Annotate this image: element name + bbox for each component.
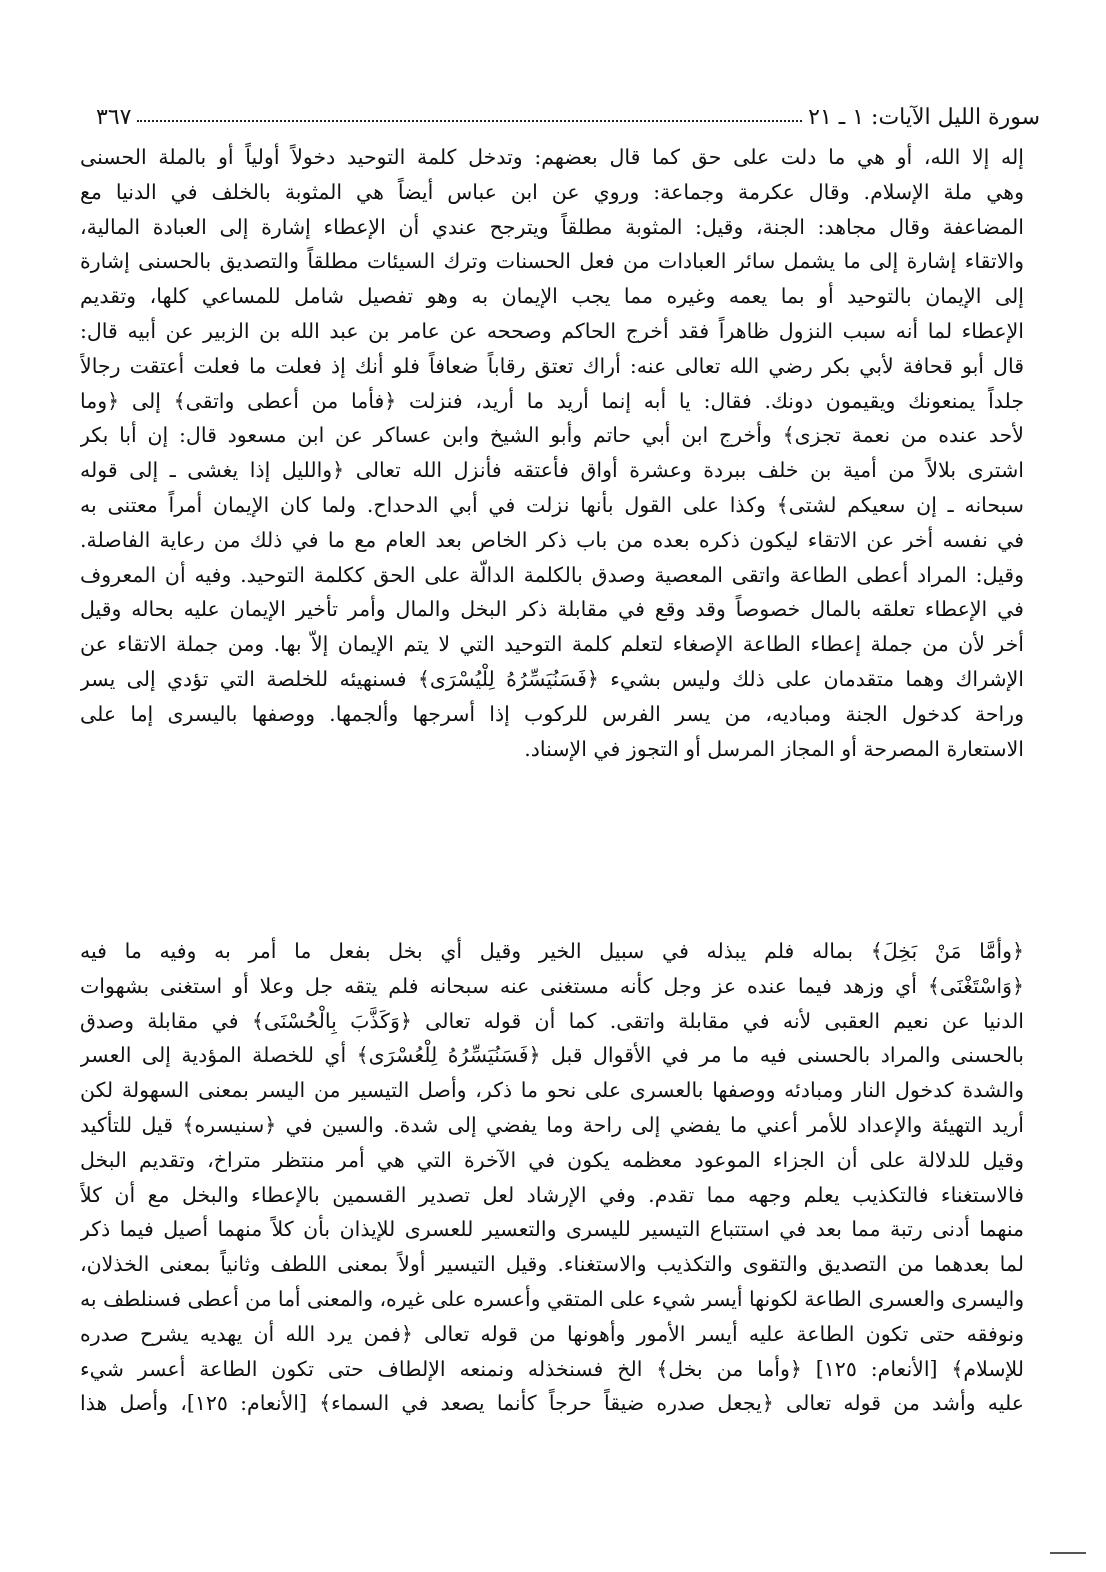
paragraph-1 <box>80 140 1024 766</box>
text-line: فالاستغناء فالتكذيب يعلم وجهه مما تقدم. وفي الإرشاد لعل تصدير القسمين بالإعطاء والبخل مع أن كلاً <box>80 1182 1024 1207</box>
text-line: الدنيا عن نعيم العقبى لأنه في مقابلة واتقى. كما أن قوله تعالى ﴿وَكَذَّبَ بِالْحُسْنَى﴾ في مقابلة وصدق <box>80 1008 1024 1033</box>
page-header <box>96 90 1040 130</box>
text-line: وقيل: المراد أعطى الطاعة واتقى المعصية وصدق بالكلمة الدالّة على الحق ككلمة التوحيد. وفيه أن المعروف <box>80 562 1024 587</box>
text-line: ﴿وأمَّا مَنْ بَخِلَ﴾ بماله فلم يبذله في سبيل الخير وقيل أي بخل بفعل ما أمر به وفيه ما فيه <box>80 939 1024 963</box>
text-line: وقيل للدلالة على أن الجزاء الموعود معظمه يكون في الآخرة التي هي أمر منتظر متراخ، وتقديم البخل <box>80 1147 1024 1172</box>
text-line: بالحسنى والمراد بالحسنى فيه ما مر في الأقوال قبل ﴿فَسَنُيَسِّرُهُ لِلْعُسْرَى﴾ أي للخصلة المؤدية إلى العسر <box>80 1043 1024 1068</box>
text-line: منهما أدنى رتبة مما بعد في استتباع التيسير لليسرى والتعسير للعسرى للإيذان بأن كلاً منهما أصيل فيما ذكر <box>80 1217 1024 1242</box>
text-line: أريد التهيئة والإعداد للأمر أعني ما يفضي إلى راحة وما يفضي إلى شدة. والسين في ﴿سنيسره﴾ قيل للتأكيد <box>80 1112 1024 1137</box>
text-line: لأحد عنده من نعمة تجزى﴾ وأخرج ابن أبي حاتم وأبو الشيخ وابن عساكر عن ابن مسعود قال: إن أبا بكر <box>80 423 1024 448</box>
text-line: الإشراك وهما متقدمان على ذلك وليس بشيء ﴿فَسَنُيَسِّرُهُ لِلْيُسْرَى﴾ فسنهيئه للخلصة التي تؤدي إلى يسر <box>80 666 1024 691</box>
text-line: لما بعدهما من التصديق والتقوى والتكذيب والاستغناء. وقيل التيسير أولاً بمعنى اللطف وثانياً بمعنى الخذلان، <box>80 1252 1024 1277</box>
page-corner-mark <box>1050 1552 1086 1554</box>
text-line: ﴿وَاسْتَغْنَى﴾ أي وزهد فيما عنده عز وجل كأنه مستغنى عنه سبحانه فلم يتقه جل وعلا أو استغنى بشهوات <box>80 973 1024 998</box>
text-line: واليسرى والعسرى الطاعة لكونها أيسر شيء على المتقي وأعسره على غيره، والمعنى أما من أعطى فسنلطف به <box>80 1286 1024 1311</box>
text-line: والاتقاء إشارة إلى ما يشمل سائر العبادات من فعل الحسنات وترك السيئات مطلقاً والتصديق بالحسنى إشارة <box>80 249 1024 274</box>
header-dotted-leader <box>137 119 802 122</box>
text-line: في نفسه أخر عن الاتقاء ليكون ذكره بعده من باب ذكر الخاص بعد العام مع ما في ذلك من رعاية الفاصلة. <box>80 527 1024 552</box>
text-line: وراحة كدخول الجنة ومباديه، من يسر الفرس للركوب إذا أسرجها وألجمها. ووصفها باليسرى إما على <box>80 701 1024 726</box>
text-line: اشترى بلالاً من أمية بن خلف ببردة وعشرة أواق فأعتقه فأنزل الله تعالى ﴿والليل إذا يغشى ـ إلى قوله <box>80 458 1024 483</box>
text-line: أخر لأن من جملة إعطاء الطاعة الإصغاء لتعلم كلمة التوحيد التي لا يتم الإيمان إلاّ بها. ومن جملة الاتقاء عن <box>80 632 1024 657</box>
text-line: قال أبو قحافة لأبي بكر رضي الله تعالى عنه: أراك تعتق رقاباً ضعافاً فلو أنك إذ فعلت ما فعلت أعتقت رجالاً <box>80 353 1024 378</box>
text-line: جلداً يمنعونك ويقيمون دونك. فقال: يا أبه إنما أريد ما أريد، فنزلت ﴿فأما من أعطى واتقى﴾ إلى ﴿وما <box>80 388 1024 413</box>
text-line: وهي ملة الإسلام. وقال عكرمة وجماعة: وروي عن ابن عباس أيضاً هي المثوبة بالخلف في الدنيا مع <box>80 179 1024 204</box>
text-line: الإعطاء لما أنه سبب النزول ظاهراً فقد أخرج الحاكم وصححه عن عامر بن عبد الله بن الزبير عن أبيه قال: <box>80 318 1024 343</box>
text-line: سبحانه ـ إن سعيكم لشتى﴾ وكذا على القول بأنها نزلت في أبي الدحداح. ولما كان الإيمان أمراً معتنى به <box>80 492 1024 517</box>
text-line: والشدة كدخول النار ومبادئه ووصفها بالعسرى على نحو ما ذكر، وأصل التيسير من اليسر بمعنى السهولة لكن <box>80 1078 1024 1103</box>
text-line: المضاعفة وقال مجاهد: الجنة، وقيل: المثوبة مطلقاً ويترجح عندي أن الإعطاء إشارة إلى العبادة المالية، <box>80 214 1024 239</box>
text-line: الاستعارة المصرحة أو المجاز المرسل أو التجوز في الإسناد. <box>524 736 1024 761</box>
text-line: ونوفقه حتى تكون الطاعة عليه أيسر الأمور وأهونها من قوله تعالى ﴿فمن يرد الله أن يهديه يشرح صدره <box>80 1321 1024 1346</box>
text-line: في الإعطاء تعلقه بالمال خصوصاً وقد وقع في مقابلة ذكر البخل والمال وأمر تأخير الإيمان عليه بحاله وقيل <box>80 597 1024 622</box>
paragraph-2 <box>80 934 1024 1421</box>
page-number: ٣٦٧ <box>96 105 132 130</box>
surah-title: سورة الليل الآيات: ١ ـ ٢١ <box>808 105 1040 130</box>
text-line: عليه وأشد من قوله تعالى ﴿يجعل صدره ضيقاً حرجاً كأنما يصعد في السماء﴾ [الأنعام: ١٢٥]، وأصل هذا <box>80 1391 1024 1416</box>
text-line: إله إلا الله، أو هي ما دلت على حق كما قال بعضهم: وتدخل كلمة التوحيد دخولاً أولياً أو بالملة الحسنى <box>80 145 1024 169</box>
text-line: إلى الإيمان بالتوحيد أو بما يعمه وغيره مما يجب الإيمان به وهو تفصيل شامل للمساعي كلها، وتقديم <box>80 284 1024 309</box>
text-line: للإسلام﴾ [الأنعام: ١٢٥] ﴿وأما من بخل﴾ الخ فسنخذله ونمنعه الإلطاف حتى تكون الطاعة أعسر شيء <box>80 1356 1024 1381</box>
